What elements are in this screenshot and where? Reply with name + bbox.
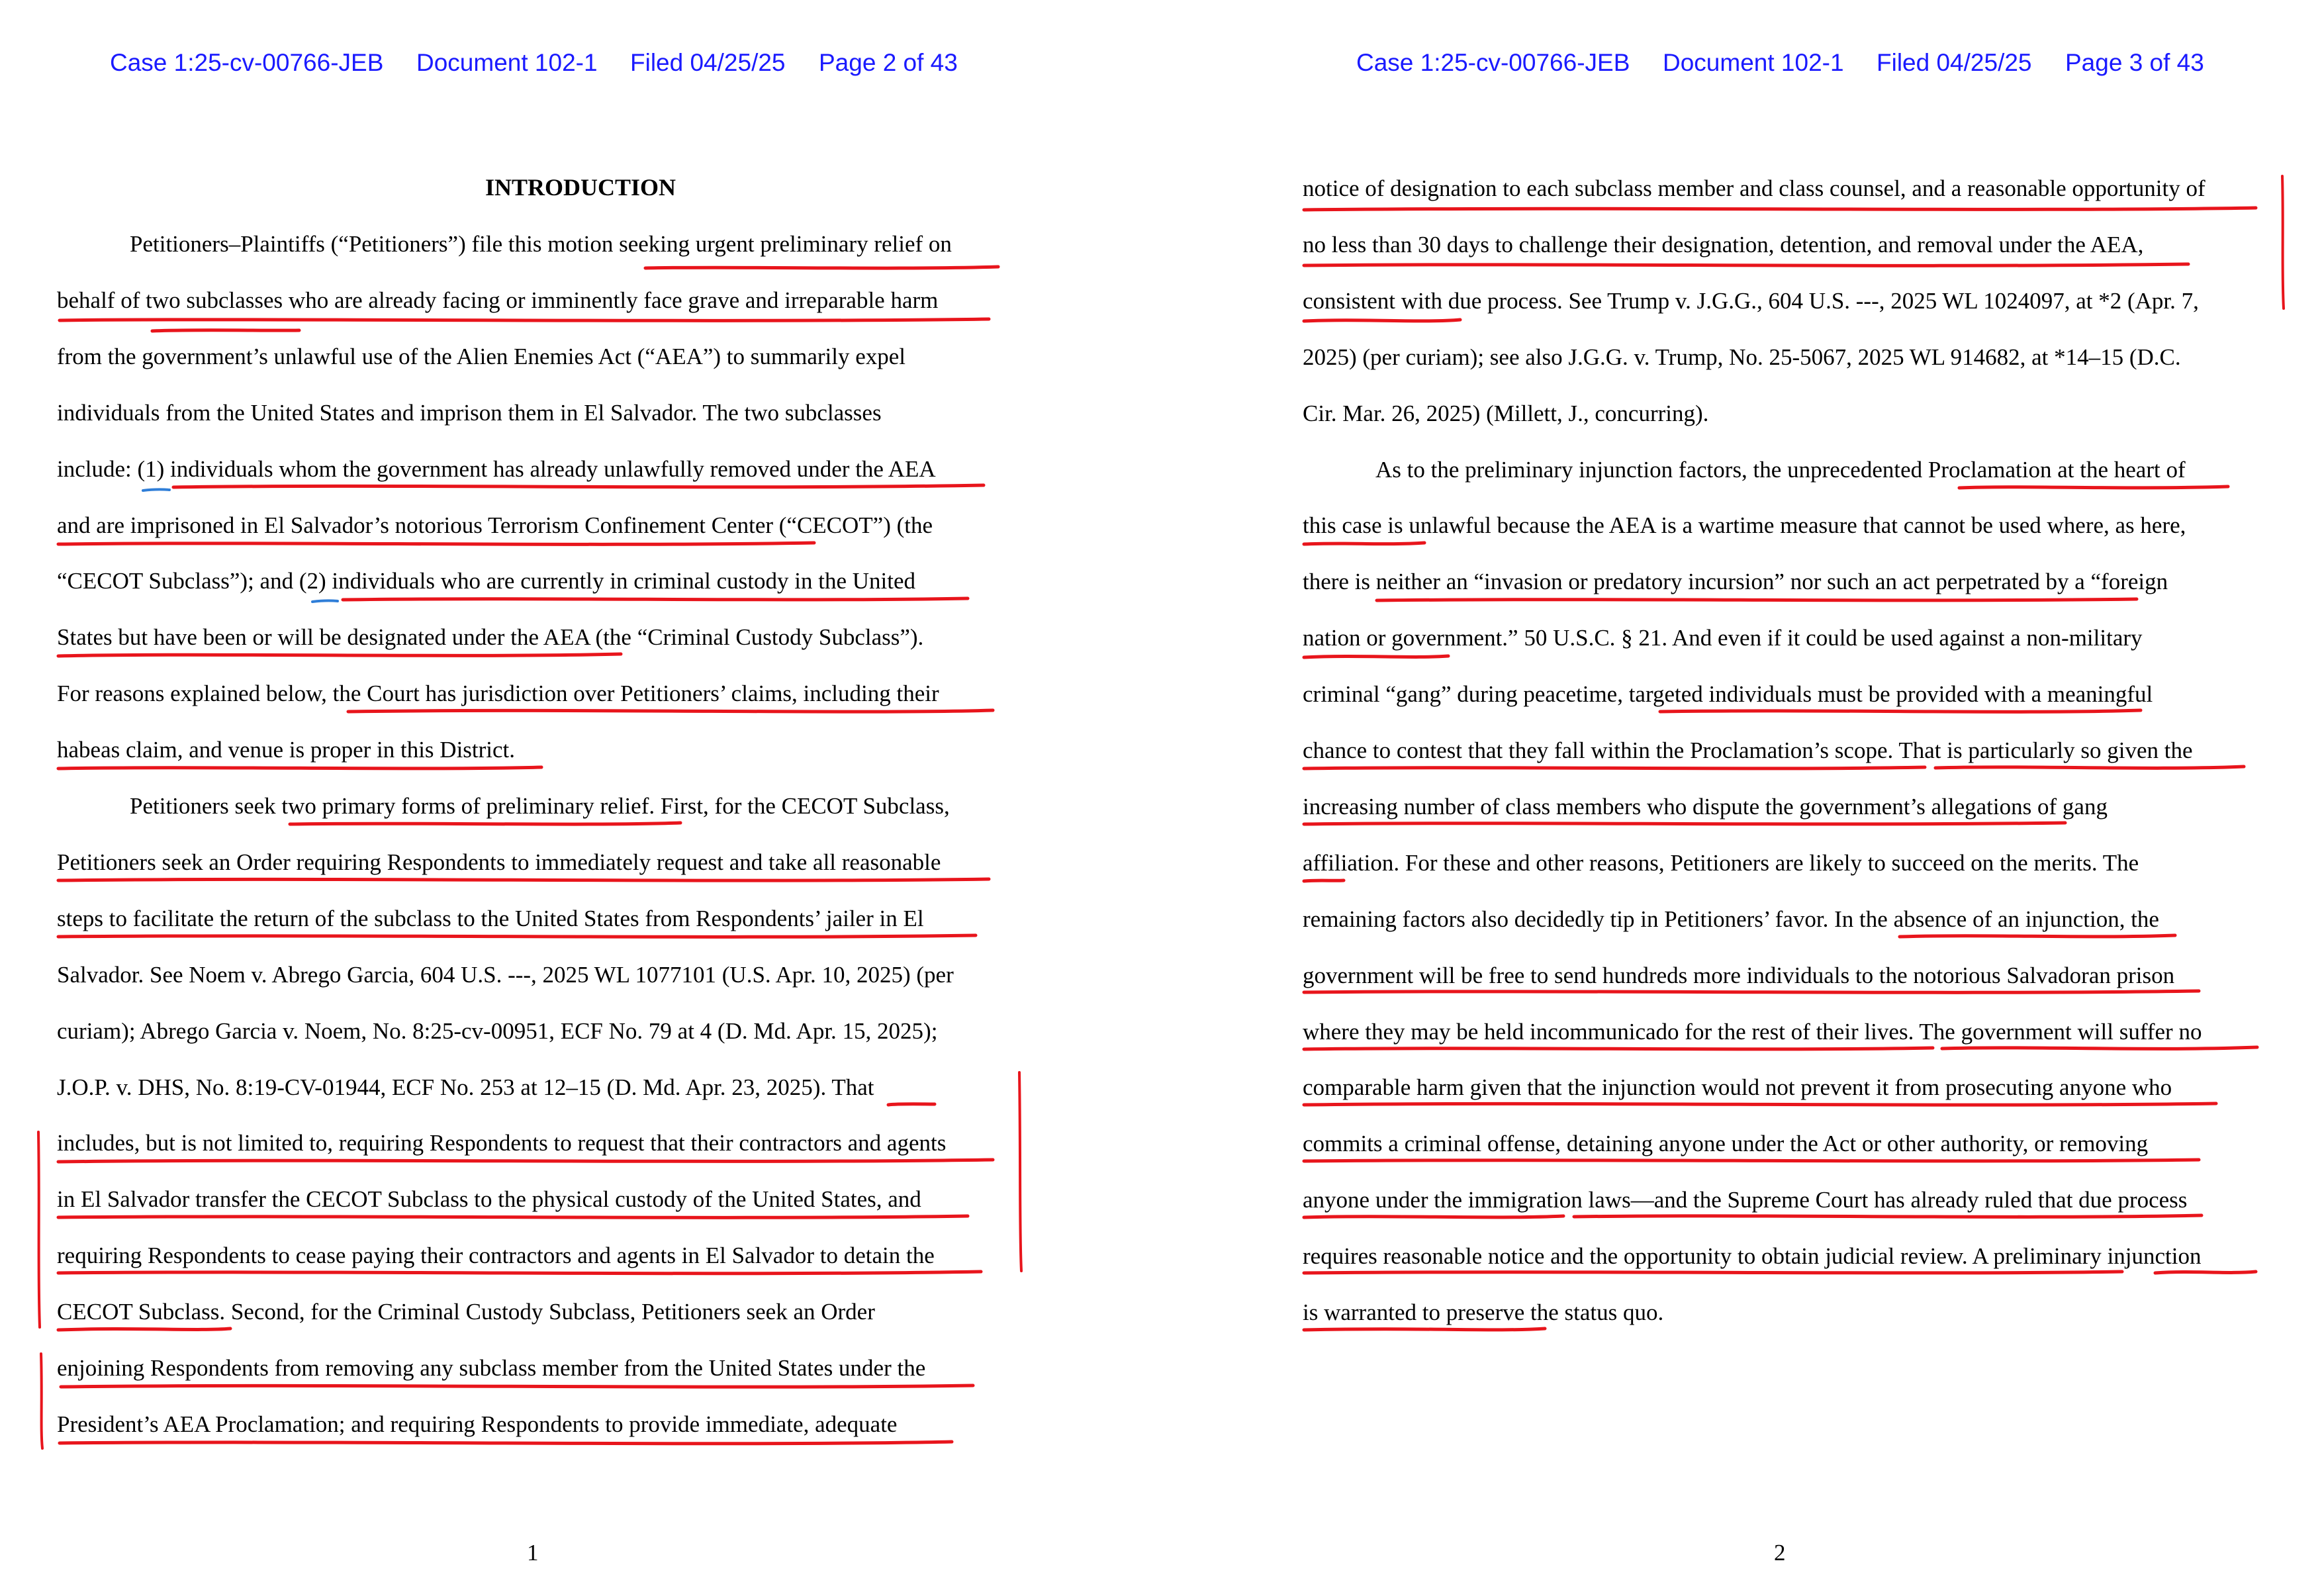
text-line: government will be free to send hundreds more individuals to the notorious Salvadoran prison <box>1303 962 2175 988</box>
red-underline <box>58 879 989 880</box>
case-number: Case 1:25-cv-00766-JEB <box>1356 49 1630 76</box>
text-line: requires reasonable notice and the opportunity to obtain judicial review. A preliminary injunction <box>1303 1243 2202 1270</box>
text-line: commits a criminal offense, detaining anyone under the Act or other authority, or removing <box>1303 1131 2149 1157</box>
text-line: affiliation. For these and other reasons, Petitioners are likely to succeed on the merits. The <box>1303 849 2139 876</box>
red-underline <box>1304 264 2188 265</box>
text-line: CECOT Subclass. Second, for the Criminal Custody Subclass, Petitioners seek an Order <box>57 1299 875 1325</box>
red-underline <box>1304 767 1925 769</box>
text-line: behalf of two subclasses who are already facing or imminently face grave and irreparable harm <box>57 287 939 313</box>
text-line: requiring Respondents to cease paying their contractors and agents in El Salvador to detain the <box>57 1243 935 1269</box>
text-line: there is neither an “invasion or predatory incursion” nor such an act perpetrated by a “foreign <box>1303 569 2168 595</box>
red-underline <box>348 710 993 712</box>
red-underline <box>1959 487 2228 488</box>
red-underline <box>58 767 541 769</box>
margin-bracket <box>38 1132 40 1327</box>
text-line: 2025) (per curiam); see also J.G.G. v. Trump, No. 25-5067, 2025 WL 914682, at *14–15 (D.C. <box>1303 344 2181 370</box>
red-underline <box>1304 880 1344 881</box>
text-line: from the government’s unlawful use of the Alien Enemies Act (“AEA”) to summarily expel <box>57 343 906 369</box>
document-number: Document 102-1 <box>1663 49 1844 76</box>
red-underline <box>152 330 299 331</box>
red-underline <box>343 598 968 600</box>
red-underline <box>60 1442 952 1444</box>
red-underline <box>888 1104 935 1105</box>
page-header <box>0 49 1161 83</box>
red-underline <box>58 1216 968 1217</box>
section-title: INTRODUCTION <box>485 174 676 201</box>
page-number: 2 <box>1774 1540 1786 1566</box>
red-underline <box>645 267 998 268</box>
text-line: no less than 30 days to challenge their designation, detention, and removal under the AEA, <box>1303 231 2144 258</box>
text-line: and are imprisoned in El Salvador’s notorious Terrorism Confinement Center (“CECOT”) (the <box>57 512 933 538</box>
text-line: habeas claim, and venue is proper in this District. <box>57 737 516 763</box>
margin-bracket <box>41 1354 42 1448</box>
red-underline <box>58 654 621 656</box>
text-line: include: (1) individuals whom the government has already unlawfully removed under the AEA <box>57 455 936 482</box>
red-underline <box>58 1160 993 1162</box>
red-underline <box>1304 208 2256 210</box>
document-page-right <box>1161 0 2322 1596</box>
text-line: President’s AEA Proclamation; and requiring Respondents to provide immediate, adequate <box>57 1411 898 1437</box>
text-line: remaining factors also decidedly tip in Petitioners’ favor. In the absence of an injunction, the <box>1303 906 2159 932</box>
red-underline <box>61 1385 973 1387</box>
text-line: Petitioners–Plaintiffs (“Petitioners”) file this motion seeking urgent preliminary relief on <box>130 231 952 257</box>
filed-date: Filed 04/25/25 <box>1877 49 2032 76</box>
red-underline <box>290 823 680 824</box>
text-line: Salvador. See Noem v. Abrego Garcia, 604 U.S. ---, 2025 WL 1077101 (U.S. Apr. 10, 2025) (per <box>57 961 954 988</box>
text-line: includes, but is not limited to, requiring Respondents to request that their contractors and agents <box>57 1130 947 1156</box>
case-number: Case 1:25-cv-00766-JEB <box>110 49 384 76</box>
text-line: notice of designation to each subclass member and class counsel, and a reasonable opportunity of <box>1303 175 2206 201</box>
text-line: enjoining Respondents from removing any subclass member from the United States under the <box>57 1355 926 1381</box>
red-underline <box>1304 543 1424 544</box>
text-line: As to the preliminary injunction factors, the unprecedented Proclamation at the heart of <box>1375 456 2186 483</box>
blue-underline <box>312 600 338 602</box>
text-line: Cir. Mar. 26, 2025) (Millett, J., concurring). <box>1303 400 1709 426</box>
red-underline <box>1377 599 2137 600</box>
text-line: increasing number of class members who dispute the government’s allegations of gang <box>1303 793 2108 820</box>
text-line: chance to contest that they fall within the Proclamation’s scope. That is particularly so given the <box>1303 737 2193 763</box>
text-line: States but have been or will be designated under the AEA (the “Criminal Custody Subclass”). <box>57 624 924 651</box>
margin-bracket <box>2282 176 2284 308</box>
margin-bracket <box>1019 1072 1021 1271</box>
text-line: “CECOT Subclass”); and (2) individuals who are currently in criminal custody in the United <box>57 568 915 594</box>
filed-date: Filed 04/25/25 <box>630 49 786 76</box>
text-line: J.O.P. v. DHS, No. 8:19-CV-01944, ECF No. 253 at 12–15 (D. Md. Apr. 23, 2025). That <box>57 1074 874 1100</box>
text-line: anyone under the immigration laws—and the Supreme Court has already ruled that due process <box>1303 1187 2188 1213</box>
page-header <box>1161 49 2322 83</box>
red-underline <box>58 1329 230 1330</box>
page-number: 1 <box>527 1540 539 1566</box>
red-underline <box>1304 320 1460 321</box>
text-line: steps to facilitate the return of the subclass to the United States from Respondents’ jailer in El <box>57 905 924 931</box>
text-line: criminal “gang” during peacetime, targeted individuals must be provided with a meaningful <box>1303 681 2153 708</box>
red-underline <box>58 935 976 937</box>
page-count: Page 2 of 43 <box>819 49 958 76</box>
text-line: For reasons explained below, the Court has jurisdiction over Petitioners’ claims, including their <box>57 681 939 707</box>
document-number: Document 102-1 <box>416 49 598 76</box>
text-line: nation or government.” 50 U.S.C. § 21. And even if it could be used against a non-military <box>1303 625 2143 651</box>
text-line: where they may be held incommunicado for the rest of their lives. The government will suffer no <box>1303 1018 2202 1045</box>
red-underline <box>58 543 814 544</box>
text-line: comparable harm given that the injunction would not prevent it from prosecuting anyone who <box>1303 1074 2172 1101</box>
text-line: is warranted to preserve the status quo. <box>1303 1299 1664 1325</box>
red-underline <box>60 319 989 320</box>
text-line: individuals from the United States and imprison them in El Salvador. The two subclasses <box>57 399 882 426</box>
page-count: Page 3 of 43 <box>2065 49 2204 76</box>
text-line: curiam); Abrego Garcia v. Noem, No. 8:25-cv-00951, ECF No. 79 at 4 (D. Md. Apr. 15, 2025); <box>57 1017 938 1044</box>
text-line: consistent with due process. See Trump v. J.G.G., 604 U.S. ---, 2025 WL 1024097, at *2 (Apr. 7, <box>1303 287 2199 314</box>
red-underline <box>1304 656 1448 657</box>
text-line: in El Salvador transfer the CECOT Subclass to the physical custody of the United States, and <box>57 1186 921 1213</box>
blue-underline <box>143 489 169 491</box>
text-line: Petitioners seek an Order requiring Respondents to immediately request and take all reasonable <box>57 849 941 875</box>
text-line: this case is unlawful because the AEA is a wartime measure that cannot be used where, as here, <box>1303 512 2186 539</box>
text-line: Petitioners seek two primary forms of preliminary relief. First, for the CECOT Subclass, <box>130 793 950 819</box>
